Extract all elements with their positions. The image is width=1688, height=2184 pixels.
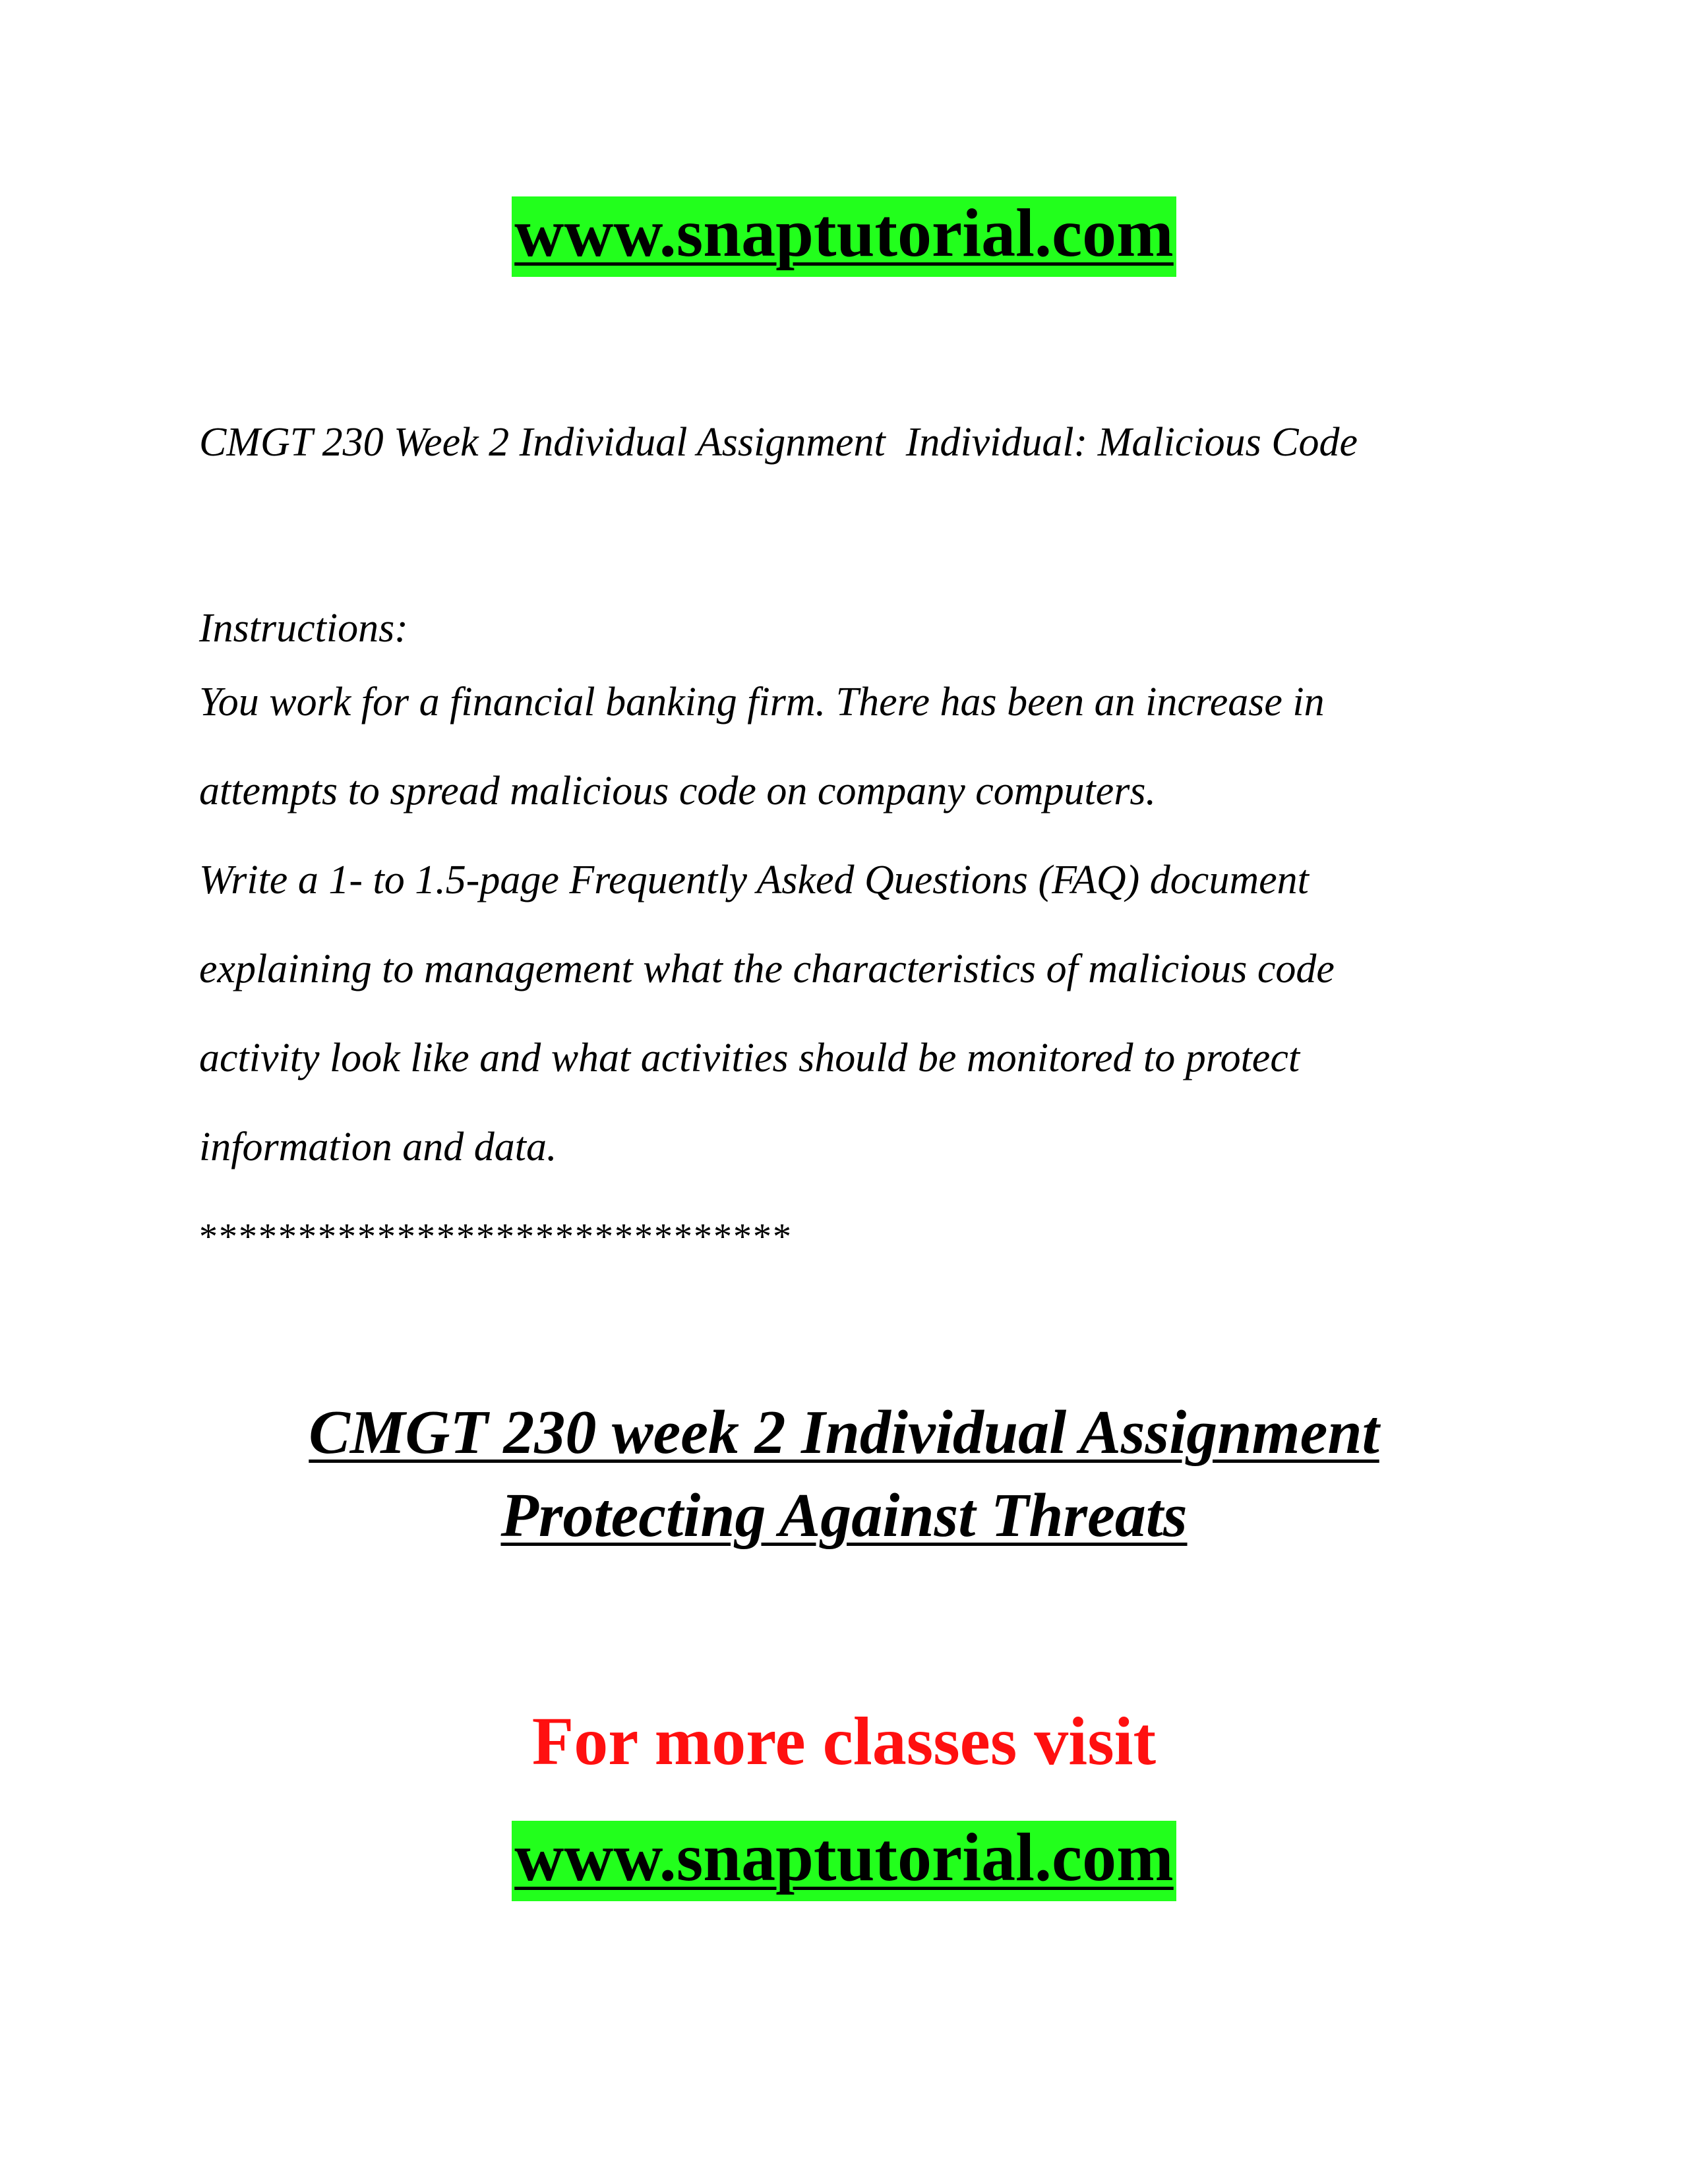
instruction-line: attempts to spread malicious code on company computers.	[199, 769, 1157, 813]
footer-site-link-text[interactable]: www.snaptutorial.com	[512, 1821, 1176, 1901]
instruction-line: explaining to management what the characteristics of malicious code	[199, 947, 1335, 991]
next-product-title[interactable]	[0, 1391, 1688, 1557]
instruction-line: Write a 1- to 1.5-page Frequently Asked Questions (FAQ) document	[199, 858, 1309, 902]
promo-text: For more classes visit	[531, 1703, 1157, 1779]
header-site-link-text[interactable]: www.snaptutorial.com	[512, 196, 1176, 277]
separator-stars: ******************************	[199, 1216, 793, 1257]
header-site-link[interactable]	[0, 196, 1688, 277]
footer-site-link[interactable]	[0, 1821, 1688, 1901]
next-product-title-line2[interactable]: Protecting Against Threats	[500, 1481, 1188, 1550]
instructions-label: Instructions:	[199, 606, 408, 651]
instruction-line: You work for a financial banking firm. There has been an increase in	[199, 680, 1325, 724]
instructions-block	[199, 599, 1531, 1192]
instruction-line: activity look like and what activities should be monitored to protect	[199, 1036, 1300, 1080]
document-title: CMGT 230 Week 2 Individual Assignment Individual: Malicious Code	[199, 420, 1358, 465]
instruction-line: information and data.	[199, 1125, 557, 1169]
next-product-title-line1[interactable]: CMGT 230 week 2 Individual Assignment	[309, 1398, 1379, 1467]
